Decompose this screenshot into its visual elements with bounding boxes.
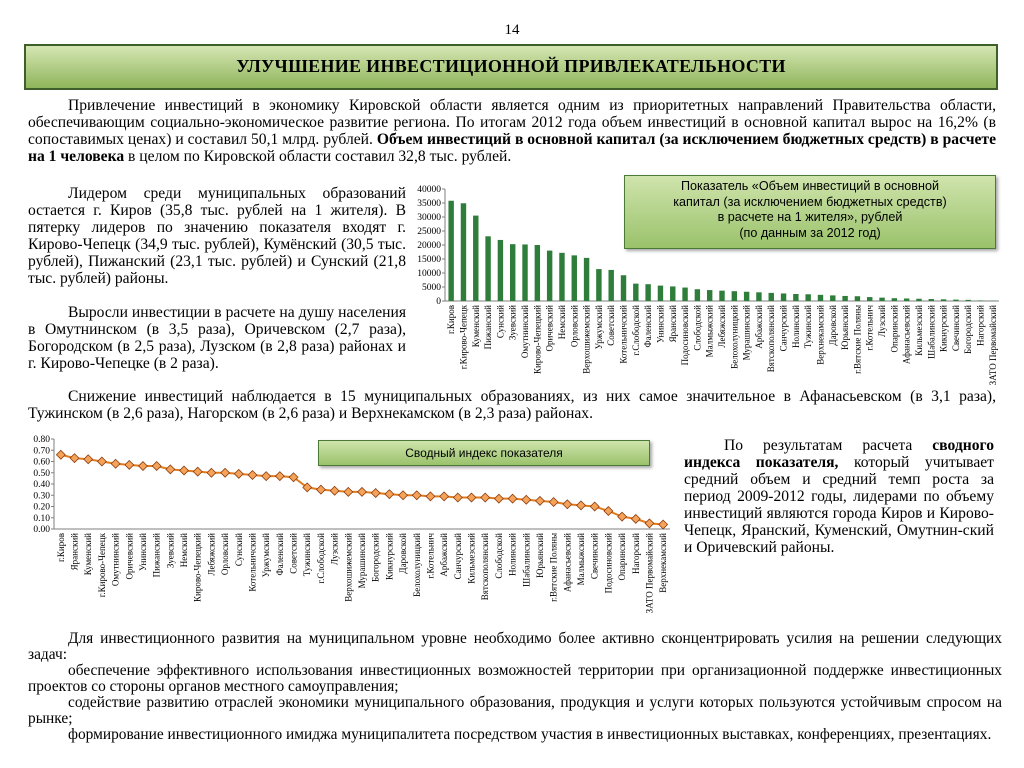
x-tick-label: Нолинский bbox=[790, 305, 801, 349]
bar bbox=[658, 286, 663, 301]
data-point-marker bbox=[563, 500, 572, 509]
x-tick-label: Свечинский bbox=[589, 533, 600, 580]
data-point-marker bbox=[508, 494, 517, 503]
y-tick-label: 0.50 bbox=[33, 468, 50, 479]
x-tick-label: Шабалинский bbox=[521, 533, 532, 587]
intro-text-end: в целом по Кировской области составил 32,8 тыс. рублей. bbox=[128, 148, 512, 165]
x-tick-label: Яранский bbox=[69, 533, 80, 571]
data-point-marker bbox=[248, 471, 257, 480]
y-tick-label: 0.10 bbox=[33, 513, 50, 524]
data-point-marker bbox=[125, 460, 134, 469]
x-tick-label: Нолинский bbox=[507, 533, 518, 577]
data-point-marker bbox=[358, 487, 367, 496]
bar bbox=[756, 292, 761, 301]
data-point-marker bbox=[467, 493, 476, 502]
x-tick-label: Афанасьевский bbox=[901, 305, 912, 365]
data-point-marker bbox=[549, 498, 558, 507]
data-point-marker bbox=[604, 507, 613, 516]
x-tick-label: Уржумский bbox=[261, 533, 272, 578]
bar bbox=[732, 291, 737, 301]
bar bbox=[608, 270, 613, 301]
y-tick-label: 0.20 bbox=[33, 502, 50, 513]
data-point-marker bbox=[371, 489, 380, 498]
x-tick-label: Верхошижемский bbox=[343, 533, 354, 602]
bar bbox=[719, 291, 724, 301]
y-tick-label: 0.00 bbox=[33, 525, 50, 535]
x-tick-label: Унинский bbox=[137, 533, 148, 572]
bar bbox=[621, 275, 626, 301]
y-tick-label: 30000 bbox=[417, 213, 441, 223]
data-point-marker bbox=[577, 501, 586, 510]
x-tick-label: Слободской bbox=[692, 305, 703, 351]
y-tick-label: 5000 bbox=[422, 283, 441, 293]
bar bbox=[498, 240, 503, 301]
bar bbox=[547, 251, 552, 301]
data-point-marker bbox=[590, 502, 599, 511]
bar bbox=[448, 201, 453, 301]
bar bbox=[473, 216, 478, 301]
x-tick-label: г.Слободской bbox=[315, 533, 326, 584]
summary-lead: По результатам расчета bbox=[724, 437, 913, 454]
summary-bold: сводного индекса показателя, bbox=[684, 437, 994, 471]
data-point-marker bbox=[440, 492, 449, 501]
x-tick-label: Юрьянский bbox=[534, 533, 545, 578]
x-tick-label: Яранский bbox=[667, 305, 678, 343]
data-point-marker bbox=[166, 465, 175, 474]
bar bbox=[744, 292, 749, 301]
x-tick-label: г.Слободской bbox=[630, 305, 641, 356]
y-tick-label: 40000 bbox=[417, 185, 441, 195]
bar bbox=[892, 298, 897, 301]
caption-line: (по данным за 2012 год) bbox=[739, 225, 881, 240]
x-tick-label: Фаленский bbox=[274, 533, 285, 576]
x-tick-label: Слободской bbox=[493, 533, 504, 579]
data-point-marker bbox=[631, 514, 640, 523]
x-tick-label: Куменский bbox=[83, 533, 94, 576]
bar bbox=[707, 290, 712, 301]
bar bbox=[485, 236, 490, 301]
x-tick-label: Свечинский bbox=[950, 305, 961, 352]
bar bbox=[793, 294, 798, 301]
bar bbox=[830, 295, 835, 301]
data-point-marker bbox=[645, 519, 654, 528]
x-tick-label: Афанасьевский bbox=[562, 533, 573, 593]
intro-paragraph bbox=[28, 97, 996, 165]
x-tick-label: Уржумский bbox=[593, 305, 604, 350]
x-tick-label: Подосиновский bbox=[680, 305, 691, 366]
data-point-marker bbox=[262, 472, 271, 481]
y-tick-label: 0.80 bbox=[33, 435, 50, 445]
x-tick-label: Белохолуницкий bbox=[729, 305, 740, 369]
data-point-marker bbox=[275, 472, 284, 481]
data-point-marker bbox=[207, 468, 216, 477]
x-tick-label: Санчурский bbox=[778, 305, 789, 352]
y-tick-label: 0.60 bbox=[33, 457, 50, 468]
bar bbox=[916, 299, 921, 301]
data-point-marker bbox=[111, 459, 120, 468]
bar bbox=[695, 289, 700, 301]
page-title: УЛУЧШЕНИЕ ИНВЕСТИЦИОННОЙ ПРИВЛЕКАТЕЛЬНОСТИ bbox=[236, 56, 786, 76]
x-tick-label: г.Кирово-Чепецк bbox=[458, 305, 469, 370]
y-tick-label: 0.30 bbox=[33, 491, 50, 502]
data-point-marker bbox=[180, 466, 189, 475]
data-point-marker bbox=[152, 462, 161, 471]
x-tick-label: Даровской bbox=[827, 305, 838, 346]
x-tick-label: г.Кирово-Чепецк bbox=[96, 533, 107, 598]
x-tick-label: г.Киров bbox=[446, 305, 457, 334]
intro-text: Привлечение инвестиций в экономику Кировской области является одним из приоритетных направлений Правительства области, обеспечивающим социально-экономическое развитие региона. По итогам 2012 года объем инвестиций в основной капитал вырос на 16,2% (в сопоставимых ценах) и составил 50,1 млрд. рублей. bbox=[28, 97, 996, 148]
data-point-marker bbox=[234, 469, 243, 478]
x-tick-label: Нагорский bbox=[630, 533, 641, 574]
x-tick-label: Омутнинский bbox=[520, 305, 531, 359]
x-tick-label: Кирово-Чепецкий bbox=[532, 305, 543, 374]
data-point-marker bbox=[221, 468, 230, 477]
x-tick-label: Опаринский bbox=[617, 533, 628, 581]
bar bbox=[867, 297, 872, 301]
data-point-marker bbox=[98, 457, 107, 466]
x-tick-label: ЗАТО Первомайский bbox=[644, 533, 655, 614]
data-point-marker bbox=[399, 491, 408, 500]
y-tick-label: 0.70 bbox=[33, 446, 50, 457]
data-point-marker bbox=[494, 494, 503, 503]
data-point-marker bbox=[385, 490, 394, 499]
x-tick-label: Богородский bbox=[963, 305, 974, 354]
bar bbox=[855, 296, 860, 301]
x-tick-label: Сунский bbox=[233, 533, 244, 567]
y-tick-label: 0.40 bbox=[33, 480, 50, 490]
x-tick-label: Кикнурский bbox=[384, 533, 395, 581]
decline-paragraph: Снижение инвестиций наблюдается в 15 муниципальных образованиях, из них самое значительное в Афанасьевском (в 3,1 раза), Тужинском (в 2,6 раза), Нагорском (в 2,6 раза) и Верхнекамском (в 2,3 раза) районах. bbox=[28, 388, 996, 422]
bar bbox=[584, 258, 589, 301]
x-tick-label: Зуевский bbox=[507, 305, 518, 341]
x-tick-label: ЗАТО Первомайский bbox=[987, 305, 998, 386]
tasks-block bbox=[28, 631, 1002, 743]
x-tick-label: Вятскополянский bbox=[480, 533, 491, 601]
bar bbox=[559, 253, 564, 301]
x-tick-label: Немский bbox=[556, 305, 567, 340]
data-point-marker bbox=[659, 520, 668, 529]
y-tick-label: 25000 bbox=[417, 227, 441, 237]
x-tick-label: Арбажский bbox=[753, 305, 764, 349]
x-tick-label: Лебяжский bbox=[717, 305, 727, 348]
bar bbox=[645, 284, 650, 301]
x-tick-label: Верхнекамский bbox=[658, 533, 669, 593]
y-tick-label: 35000 bbox=[417, 199, 441, 209]
x-tick-label: Малмыжский bbox=[576, 533, 587, 586]
bar bbox=[929, 299, 934, 301]
x-tick-label: Советский bbox=[288, 533, 299, 574]
x-tick-label: Тужинский bbox=[302, 533, 313, 577]
line-chart-caption: Сводный индекс показателя bbox=[318, 440, 650, 466]
bar bbox=[904, 298, 909, 301]
x-tick-label: г.Киров bbox=[55, 533, 66, 562]
x-tick-label: Фаленский bbox=[643, 305, 654, 348]
summary-rest: который учитывает средний объем и средний темп роста за период 2009-2012 годы, лидерами по объему инвестиций являются города Киров и Кирово-Чепецк, Яранский, Куменский, Омутнин-ский и Оричевский районы. bbox=[684, 454, 994, 556]
bar bbox=[633, 284, 638, 301]
data-point-marker bbox=[453, 493, 462, 502]
page-number: 14 bbox=[504, 22, 520, 38]
leaders-paragraph: Лидером среди муниципальных образований остается г. Киров (35,8 тыс. рублей на 1 жителя). В пятерку лидеров по значению показателя входят г. Кирово-Чепецк (34,9 тыс. рублей), Кумёнский (30,5 тыс. рублей), Пижанский (23,1 тыс. рублей) и Сунский (21,8 тыс. рублей) районы. bbox=[28, 185, 406, 287]
x-tick-label: Сунский bbox=[495, 305, 506, 339]
task-item: формирование инвестиционного имиджа муниципалитета посредством участия в инвестиционных выставках, конференциях, презентациях. bbox=[68, 726, 992, 743]
data-point-marker bbox=[84, 455, 93, 464]
bar bbox=[670, 286, 675, 301]
data-point-marker bbox=[536, 496, 545, 505]
x-tick-label: Верхошижемский bbox=[581, 305, 592, 374]
investment-bar-chart bbox=[405, 180, 1005, 392]
x-tick-label: Нагорский bbox=[975, 305, 986, 346]
data-point-marker bbox=[412, 491, 421, 500]
x-tick-label: Оричевский bbox=[124, 533, 135, 580]
bar bbox=[781, 293, 786, 301]
x-tick-label: Юрьянский bbox=[840, 305, 851, 350]
x-tick-label: Кикнурский bbox=[938, 305, 949, 353]
bar bbox=[953, 300, 958, 301]
bar bbox=[522, 244, 527, 301]
data-point-marker bbox=[317, 485, 326, 494]
x-tick-label: г.Котельнич bbox=[864, 305, 875, 351]
x-tick-label: Пижанский bbox=[151, 533, 162, 578]
x-tick-label: Советский bbox=[606, 305, 617, 346]
bar bbox=[818, 295, 823, 301]
x-tick-label: Оричевский bbox=[544, 305, 555, 352]
x-tick-label: Омутнинский bbox=[110, 533, 121, 587]
x-tick-label: Котельничский bbox=[247, 533, 258, 592]
x-tick-label: Подосиновский bbox=[603, 533, 614, 594]
x-tick-label: Белохолуницкий bbox=[411, 533, 422, 597]
data-point-marker bbox=[522, 495, 531, 504]
x-tick-label: Опаринский bbox=[889, 305, 900, 353]
x-tick-label: Санчурский bbox=[452, 533, 463, 580]
y-tick-label: 10000 bbox=[417, 269, 441, 279]
data-point-marker bbox=[56, 450, 65, 459]
bar bbox=[596, 269, 601, 301]
data-point-marker bbox=[618, 512, 627, 521]
x-tick-label: Вятскополянский bbox=[766, 305, 777, 373]
x-tick-label: Унинский bbox=[655, 305, 666, 344]
x-tick-label: Лузский bbox=[877, 305, 888, 337]
bar bbox=[842, 296, 847, 301]
bar bbox=[978, 300, 983, 301]
caption-line: капитал (за исключением бюджетных средств) bbox=[673, 194, 947, 209]
bar bbox=[769, 293, 774, 301]
caption-line: Показатель «Объем инвестиций в основной bbox=[680, 179, 939, 193]
bar bbox=[966, 300, 971, 301]
task-item: обеспечение эффективного использования инвестиционных возможностей территории при организационной поддержке инвестиционных проектов со стороны органов местного самоуправления; bbox=[28, 662, 1002, 695]
x-tick-label: г.Вятские Поляны bbox=[852, 305, 863, 374]
y-tick-label: 15000 bbox=[417, 255, 441, 265]
summary-paragraph bbox=[684, 437, 994, 556]
data-point-marker bbox=[426, 492, 435, 501]
x-tick-label: Тужинский bbox=[803, 305, 814, 349]
bar bbox=[572, 255, 577, 301]
x-tick-label: Орловский bbox=[569, 305, 580, 348]
x-tick-label: Верхнекамский bbox=[815, 305, 826, 365]
x-tick-label: Богородский bbox=[370, 533, 381, 582]
bar bbox=[879, 298, 884, 301]
x-tick-label: Шабалинский bbox=[926, 305, 937, 359]
x-tick-label: Кильмезский bbox=[466, 533, 477, 584]
x-tick-label: Лузский bbox=[329, 533, 340, 565]
bar bbox=[461, 203, 466, 301]
x-tick-label: г.Котельнич bbox=[425, 533, 436, 579]
growth-paragraph: Выросли инвестиции в расчете на душу населения в Омутнинском (в 3,5 раза), Оричевском (2,7 раза), Богородском (в 2,5 раза), Лузском (в 2,8 раза) районах и г. Кирово-Чепецке (в 2 раза). bbox=[28, 304, 406, 372]
data-point-marker bbox=[344, 487, 353, 496]
x-tick-label: Лебяжский bbox=[206, 533, 217, 576]
data-point-marker bbox=[330, 486, 339, 495]
x-tick-label: Куменский bbox=[470, 305, 481, 348]
caption-line: в расчете на 1 жителя», рублей bbox=[717, 210, 903, 224]
x-tick-label: г.Вятские Поляны bbox=[548, 533, 559, 602]
x-tick-label: Арбажский bbox=[439, 533, 450, 577]
data-point-marker bbox=[139, 462, 148, 471]
x-tick-label: Котельничский bbox=[618, 305, 629, 364]
x-tick-label: Мурашинский bbox=[357, 533, 367, 589]
bar bbox=[805, 294, 810, 301]
bar bbox=[510, 244, 515, 301]
x-tick-label: Кильмезский bbox=[913, 305, 924, 356]
bar bbox=[535, 245, 540, 301]
data-point-marker bbox=[70, 454, 79, 463]
x-tick-label: Пижанский bbox=[483, 305, 494, 350]
bar bbox=[941, 299, 946, 301]
data-point-marker bbox=[193, 467, 202, 476]
tasks-intro: Для инвестиционного развития на муниципальном уровне необходимо более активно сконцентрировать усилия на решении следующих задач: bbox=[28, 630, 1002, 663]
intro-bold-text: Объем инвестиций в основной капитал (за исключением бюджетных средств) в расчете на 1 человека bbox=[28, 131, 996, 165]
x-tick-label: Зуевский bbox=[165, 533, 176, 569]
x-tick-label: Кирово-Чепецкий bbox=[192, 533, 203, 602]
bar bbox=[682, 288, 687, 301]
x-tick-label: Немский bbox=[179, 533, 190, 568]
y-tick-label: 20000 bbox=[417, 241, 441, 251]
x-tick-label: Даровской bbox=[398, 533, 409, 574]
x-tick-label: Малмыжский bbox=[704, 305, 715, 358]
x-tick-label: Орловский bbox=[220, 533, 231, 576]
x-tick-label: Мурашинский bbox=[741, 305, 752, 361]
y-tick-label: 0 bbox=[436, 297, 441, 307]
task-item: содействие развитию отраслей экономики муниципального образования, продукция и услуги которых пользуются устойчивым спросом на рынке; bbox=[28, 694, 1002, 727]
data-point-marker bbox=[481, 493, 490, 502]
